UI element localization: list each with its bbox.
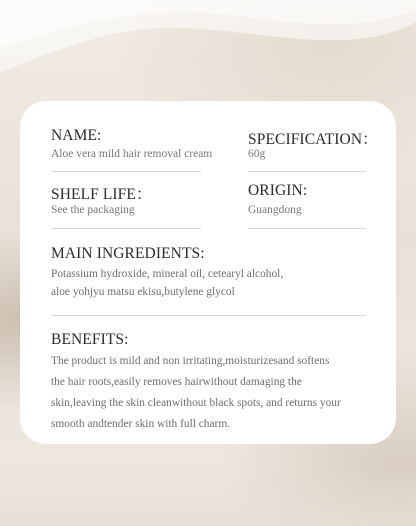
shelf-life-value: See the packaging: [51, 204, 135, 216]
product-info-card: [20, 101, 396, 444]
benefits-text: [51, 351, 341, 435]
main-ingredients-label: MAIN INGREDIENTS:: [51, 245, 205, 262]
benefits-line: The product is mild and non irritating,moisturizesand softens: [51, 355, 330, 367]
benefits-line: the hair roots,easily removes hairwithout damaging the: [51, 376, 302, 388]
divider-right-2: [248, 228, 366, 229]
benefits-label: BENEFITS:: [51, 331, 129, 348]
benefits-line: skin,leaving the skin cleanwithout black spots, and returns your: [51, 397, 341, 409]
specification-label: SPECIFICATION：: [248, 131, 378, 148]
divider-left-1: [51, 171, 201, 172]
benefits-line: smooth andtender skin with full charm.: [51, 418, 231, 430]
shelf-life-label: SHELF LIFE：: [51, 186, 152, 203]
ingredients-line: Potassium hydroxide, mineral oil, cetearyl alcohol,: [51, 268, 284, 280]
divider-left-2: [51, 228, 201, 229]
name-label: NAME:: [51, 127, 102, 144]
divider-right-1: [248, 171, 366, 172]
origin-label: ORIGIN:: [248, 182, 308, 199]
origin-value: Guangdong: [248, 204, 302, 216]
name-value: Aloe vera mild hair removal cream: [51, 148, 213, 160]
divider-3: [51, 315, 366, 316]
bottom-shadow: [0, 460, 416, 526]
specification-value: 60g: [248, 148, 266, 160]
ingredients-line: aloe yohjyu matsu ekisu,butylene glycol: [51, 286, 235, 298]
main-ingredients-text: [51, 264, 283, 303]
